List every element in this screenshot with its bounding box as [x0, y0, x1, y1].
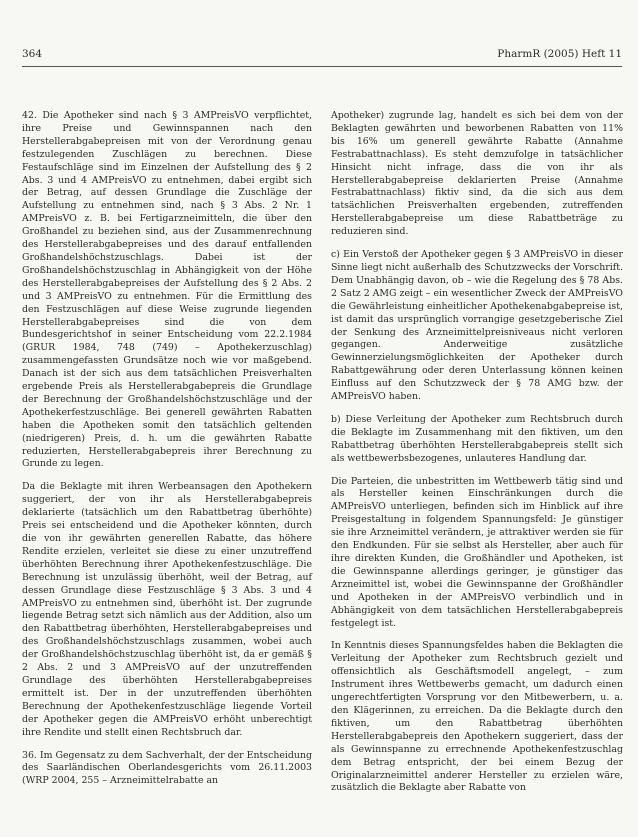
paragraph: 36. Im Gegensatz zu dem Sachverhalt, der der Entscheidung des Saarländischen Oberlandesgerichts vom 26.11.2003 (WRP 2004, 255 – Arzneimittelrabatte an	[22, 749, 312, 787]
left-column	[22, 110, 312, 798]
paragraph: Da die Beklagte mit ihren Werbeansagen den Apothekern suggeriert, der von ihr als Herstellerabgabepreis deklarierte (tatsächlich um den Rabattbetrag überhöhte) Preis sei entscheidend und die Apotheker könnten, durch die von ihr gewährten generellen Rabatte, das höhere Rendite erzielen, verleitet sie diese zu einer unzutreffend überhöhten Berechnung ihrer Apothekenfestzuschläge. Die Berechnung ist unzulässig überhöht, weil der Betrag, auf dessen Grundlage diese Festzuschläge § 3 Abs. 3 und 4 AMPreisVO zu entnehmen sind, überhöht ist. Der zugrunde liegende Betrag setzt sich nämlich aus der Addition, also um den Rabattbetrag überhöhten, Herstellerabgabepreises und des Großhandelshöchstzuschlags zusammen, wobei auch der Großhandelshöchstzuschlag überhöht ist, da er gemäß § 2 Abs. 2 und 3 AMPreisVO auf der unzutreffenden Grundlage des überhöhten Herstellerabgabepreises ermittelt ist. Der in der unzutreffenden überhöhten Berechnung der Apothekenfestzuschläge liegende Vorteil der Apotheker gegen die AMPreisVO erhöht unberechtigt ihre Rendite und stellt einen Rechtsbruch dar.	[22, 481, 312, 738]
paragraph: Apotheker) zugrunde lag, handelt es sich bei dem von der Beklagten gewährten und beworbenen Rabatten von 11% bis 16% um generell gewährte Rabatte (Annahme Festrabattnachlass). Es steht demzufolge in tatsächlicher Hinsicht nicht infrage, dass die von ihr als Herstellerabgabepreise deklarierten Preise (Annahme Festrabattnachlass) fiktiv sind, da die sich aus dem tatsächlichen Preisverhalten ergebenden, zutreffenden Herstellerabgabepreise um diese Rabattbeträge zu reduzieren sind.	[331, 110, 623, 238]
paragraph: b) Diese Verleitung der Apotheker zum Rechtsbruch durch die Beklagte im Zusammenhang mit den fiktiven, um den Rabattbetrag überhöhten Herstellerabgabepreis stellt sich als wettbewerbsbezogenes, unlauteres Handlung dar.	[331, 413, 623, 464]
paragraph: c) Ein Verstoß der Apotheker gegen § 3 AMPreisVO in dieser Sinne liegt nicht außerhalb des Schutzzwecks der Vorschrift. Dem Unabhängig davon, ob – wie die Regelung des § 78 Abs. 2 Satz 2 AMG zeigt – ein wesentlicher Zweck der AMPreisVO die Gewährleistung einheitlicher Apothekenabgabepreise ist, ist damit das ursprünglich vorrangige gesetzgeberische Ziel der Senkung des Arzneimittelpreisniveaus nicht verloren gegangen. Anderweitige zusätzliche Gewinnerzielungsmöglichkeiten der Apotheker durch Rabattgewährung oder deren Unterlassung können keinen Einfluss auf den Schutzzweck der § 78 AMG bzw. der AMPreisVO haben.	[331, 249, 623, 403]
right-column	[331, 110, 623, 805]
page-header	[22, 44, 622, 67]
paragraph: In Kenntnis dieses Spannungsfeldes haben die Beklagten die Verleitung der Apotheker zum Rechtsbruch gezielt und offensichtlich als Geschäftsmodell angelegt, – zum Instrument ihres Wettbewerbs gemacht, um dadurch einen ungerechtfertigten Vorsprung vor den Mitbewerbern, u. a. den Klägerinnen, zu erreichen. Da die Beklagte durch den fiktiven, um den Rabattbetrag überhöhten Herstellerabgabepreis den Apothekern suggeriert, dass der als Gewinnspanne zu errechnende Apothekenfestzuschlag dem Betrag entspricht, der bei einem Bezug der Originalarzneimittel anderer Hersteller zu erzielen wäre, zusätzlich die Beklagte aber Rabatte von	[331, 640, 623, 794]
page-number: 364	[22, 48, 43, 60]
paragraph: 42. Die Apotheker sind nach § 3 AMPreisVO verpflichtet, ihre Preise und Gewinnspannen nach den Herstellerabgabepreisen mit von der Verordnung genau festzulegenden Zuschlägen zu berechnen. Diese Festaufschläge sind im Einzelnen der Aufstellung des § 2 Abs. 3 und 4 AMPreisVO zu entnehmen, dabei ergibt sich der Betrag, auf dessen Grundlage die Zuschläge der Aufstellung zu entnehmen sind, nach § 3 Abs. 2 Nr. 1 AMPreisVO z. B. bei Fertigarzneimitteln, die über den Großhandel zu beziehen sind, aus der Zusammenrechnung des Herstellerabgabepreises und des darauf entfallenden Großhandelshöchstzuschlags. Dabei ist der Großhandelshöchstzuschlag in Abhängigkeit von der Höhe des Herstellerabgabepreises der Aufstellung des § 2 Abs. 2 und 3 AMPreisVO zu entnehmen. Für die Ermittlung des den Festzuschlägen auf diese Weise zugrunde liegenden Herstellerabgabepreises sind die von dem Bundesgerichtshof in seiner Entscheidung vom 22.2.1984 (GRUR 1984, 748 (749) – Apothekerzuschlag) zusammengefassten Grundsätze noch wie vor maßgebend. Danach ist der sich aus dem tatsächlichen Preisverhalten ergebende Preis als Herstellerabgabepreis die Grundlage der Berechnung der Großhandelshöchstzuschläge und der Apothekerfestzuschläge. Bei generell gewährten Rabatten haben die Apotheken somit den tatsächlich geltenden (niedrigeren) Preis, d. h. um die gewährten Rabatte reduzierten, Herstellerabgabepreis ihrer Berechnung zu Grunde zu legen.	[22, 110, 312, 470]
journal-reference: PharmR (2005) Heft 11	[497, 48, 622, 60]
paragraph: Die Parteien, die unbestritten im Wettbewerb tätig sind und als Hersteller keinen Einschränkungen durch die AMPreisVO unterliegen, befinden sich im Hinblick auf ihre Preisgestaltung in folgendem Spannungsfeld: Je günstiger sie ihre Arzneimittel verändern, je attraktiver werden sie für den Endkunden. Für sie selbst als Hersteller, aber auch für ihre direkten Kunden, die Großhändler und Apotheken, ist die Gewinnspanne allerdings geringer, je günstiger das Arzneimittel ist, wobei die Gewinnspanne der Großhändler und Apotheken in der AMPreisVO verbindlich und in Abhängigkeit von dem tatsächlichen Herstellerabgabepreis festgelegt ist.	[331, 475, 623, 629]
